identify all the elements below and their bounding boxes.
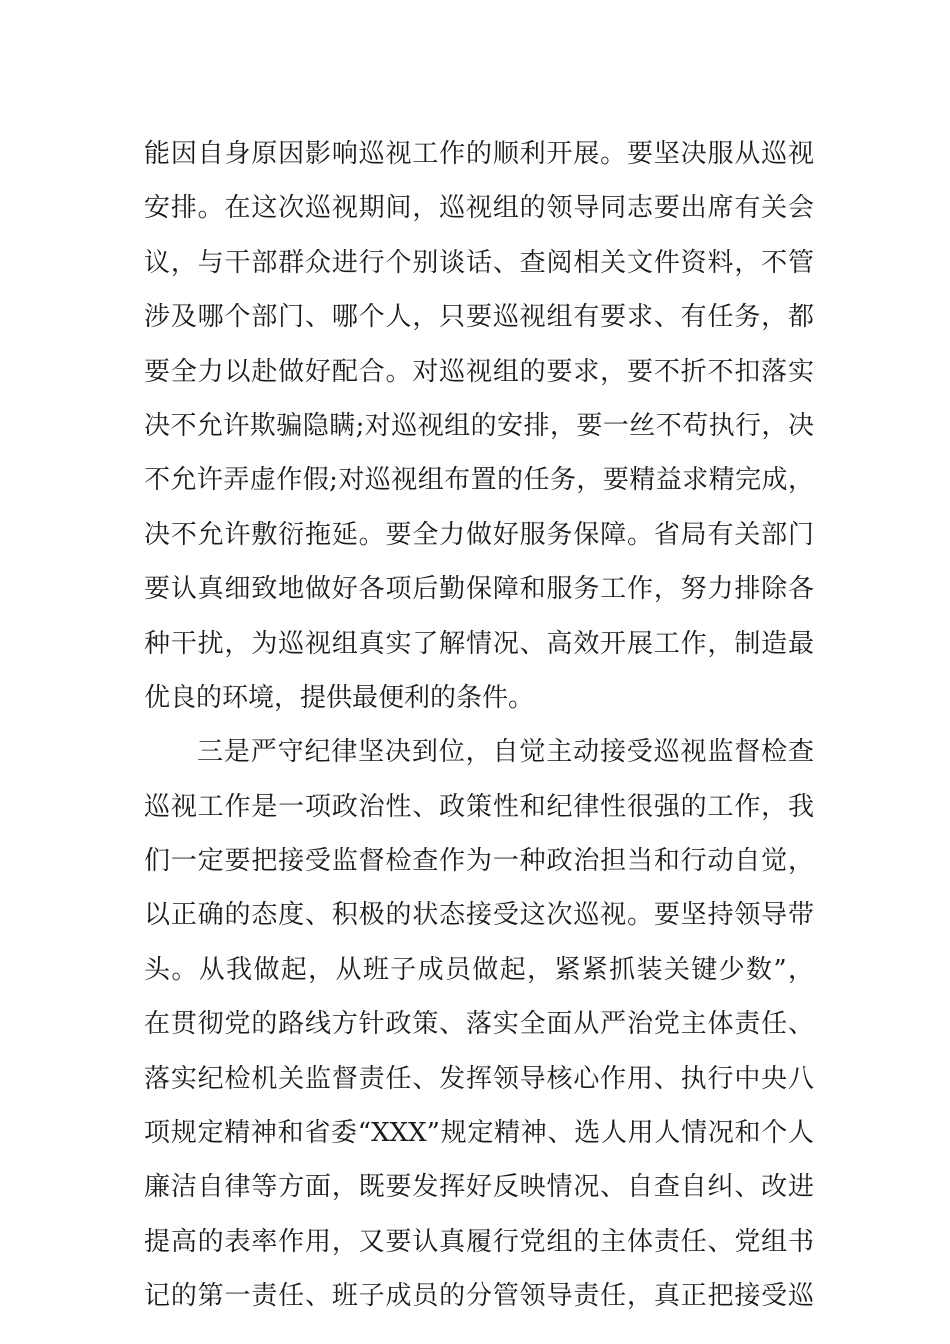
- text-line: 头。从我做起，从班子成员做起，紧紧抓装关键少数”，: [144, 954, 814, 985]
- paragraph-end-line: 优良的环境，提供最便利的条件。: [144, 682, 535, 713]
- body-text: [144, 127, 814, 1324]
- text-line: 涉及哪个部门、哪个人，只要巡视组有要求、有任务，都: [144, 302, 814, 333]
- text-line: 落实纪检机关监督责任、发挥领导核心作用、执行中央八: [144, 1063, 814, 1094]
- text-line: 不允许弄虚作假;对巡视组布置的任务，要精益求精完成，: [144, 465, 814, 496]
- text-line: 决不允许欺骗隐瞒;对巡视组的安排，要一丝不苟执行，决: [144, 410, 814, 441]
- text-line: 以正确的态度、积极的状态接受这次巡视。要坚持领导带: [144, 900, 814, 931]
- text-line: 议，与干部群众进行个别谈话、查阅相关文件资料，不管: [144, 247, 814, 278]
- text-line: 们一定要把接受监督检查作为一种政治担当和行动自觉，: [144, 846, 814, 877]
- text-line: 要全力以赴做好配合。对巡视组的要求，要不折不扣落实: [144, 356, 814, 387]
- text-line: 项规定精神和省委“XXX”规定精神、选人用人情况和个人: [144, 1118, 814, 1149]
- section-heading-line: 三是严守纪律坚决到位，自觉主动接受巡视监督检查: [197, 737, 814, 768]
- text-line: 要认真细致地做好各项后勤保障和服务工作，努力排除各: [144, 574, 814, 605]
- text-line: 安排。在这次巡视期间，巡视组的领导同志要出席有关会: [144, 193, 814, 224]
- text-line: 提高的表率作用，又要认真履行党组的主体责任、党组书: [144, 1226, 814, 1257]
- text-line: 记的第一责任、班子成员的分管领导责任，真正把接受巡: [144, 1281, 814, 1312]
- text-line: 种干扰，为巡视组真实了解情况、高效开展工作，制造最: [144, 628, 814, 659]
- text-line: 巡视工作是一项政治性、政策性和纪律性很强的工作，我: [144, 791, 814, 822]
- text-line: 决不允许敷衍拖延。要全力做好服务保障。省局有关部门: [144, 519, 814, 550]
- text-line: 廉洁自律等方面，既要发挥好反映情况、自查自纠、改进: [144, 1172, 814, 1203]
- text-line: 在贯彻党的路线方针政策、落实全面从严治党主体责任、: [144, 1009, 814, 1040]
- text-line: 能因自身原因影响巡视工作的顺利开展。要坚决服从巡视: [144, 139, 814, 169]
